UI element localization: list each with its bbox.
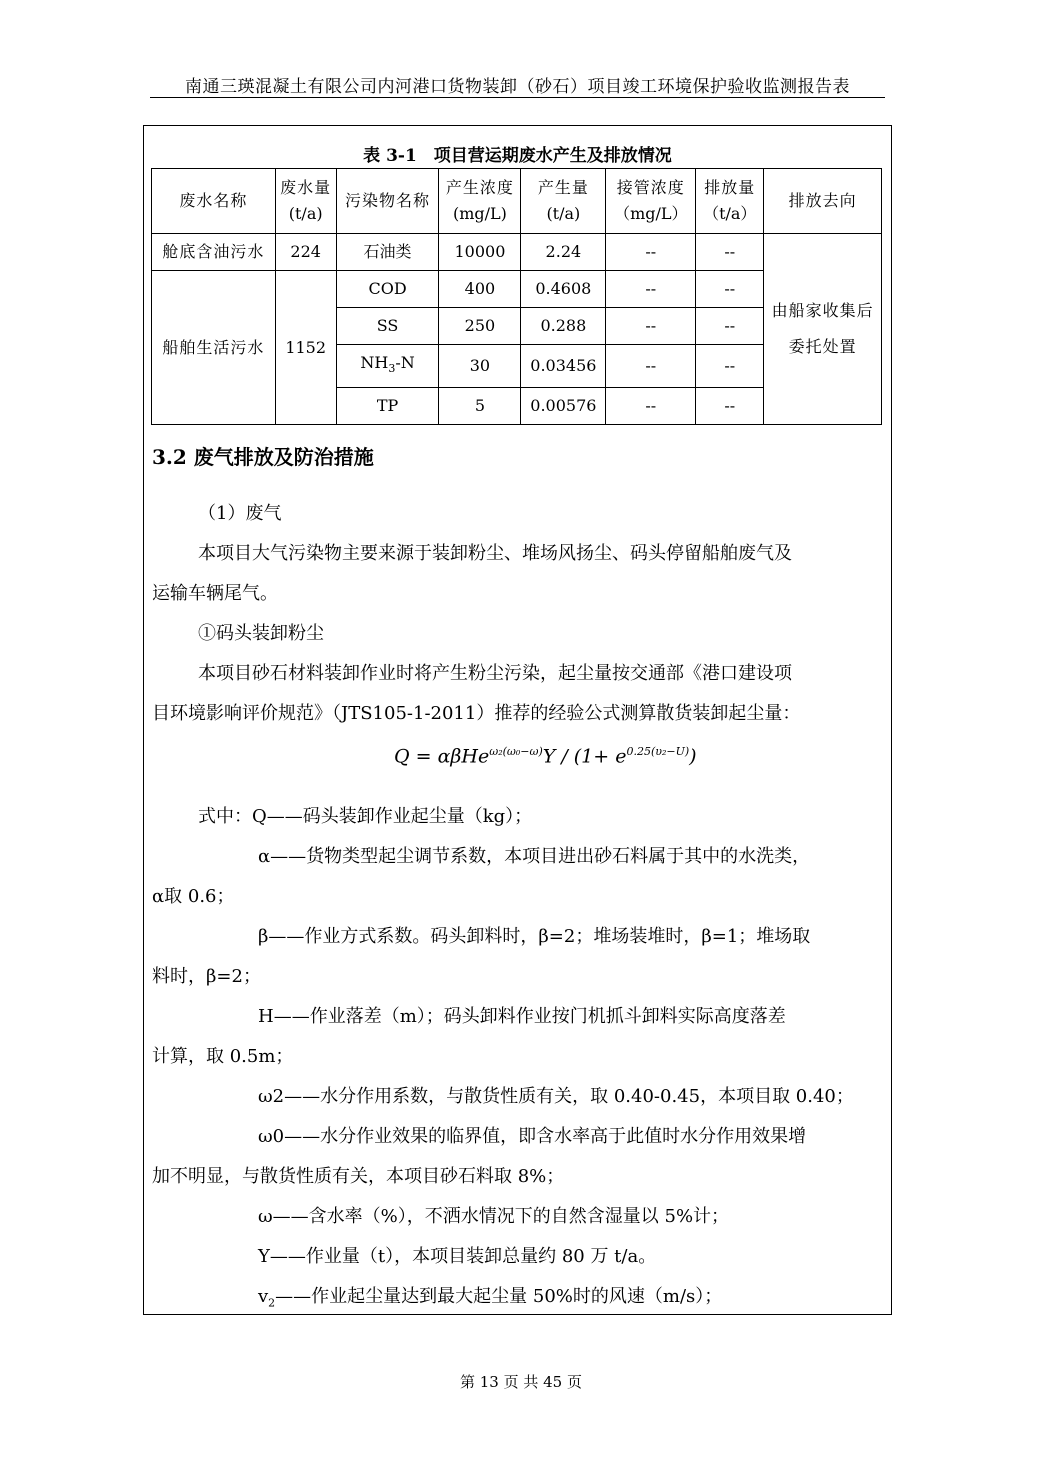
cell-discharge: -- <box>696 388 764 425</box>
cell-amount: 0.4608 <box>521 271 606 308</box>
cell-pipe: -- <box>606 388 696 425</box>
table-header-row <box>152 169 882 234</box>
paragraph: ①码头装卸粉尘 <box>198 623 324 644</box>
paragraph: ω2——水分作用系数，与散货性质有关，取 0.40-0.45，本项目取 0.40； <box>258 1086 854 1107</box>
cell-pollutant: SS <box>336 308 439 345</box>
cell-pollutant: $NH_3-N$ <box>336 345 439 388</box>
header-pollutant: 污染物名称 <box>336 169 439 234</box>
paragraph: β——作业方式系数。码头卸料时，β=2；堆场装堆时，β=1；堆场取 <box>258 926 811 947</box>
paragraph: 运输车辆尾气。 <box>152 583 278 604</box>
paragraph: Y——作业量（t），本项目装卸总量约 80 万 t/a。 <box>258 1246 657 1267</box>
cell-volume: 224 <box>275 234 336 271</box>
cell-pollutant: 石油类 <box>336 234 439 271</box>
header-discharge: 排放量 （t/a） <box>696 169 764 234</box>
cell-name: 舱底含油污水 <box>152 234 276 271</box>
paragraph: α取 0.6； <box>152 886 235 907</box>
section-heading: 3.2 废气排放及防治措施 <box>152 445 374 469</box>
paragraph: ω——含水率（%），不洒水情况下的自然含湿量以 5%计； <box>258 1206 730 1227</box>
cell-conc: 400 <box>439 271 521 308</box>
paragraph: 本项目大气污染物主要来源于装卸粉尘、堆场风扬尘、码头停留船舶废气及 <box>198 543 792 564</box>
cell-amount: 2.24 <box>521 234 606 271</box>
paragraph: $v_2——$作业起尘量达到最大起尘量 50%时的风速（m/s）； <box>258 1286 723 1310</box>
header-volume: 废水量 (t/a) <box>275 169 336 234</box>
paragraph: 本项目砂石材料装卸作业时将产生粉尘污染，起尘量按交通部《港口建设项 <box>198 663 792 684</box>
cell-amount: 0.03456 <box>521 345 606 388</box>
paragraph: ω0——水分作业效果的临界值，即含水率高于此值时水分作用效果增 <box>258 1126 807 1147</box>
paragraph: H——作业落差（m）；码头卸料作业按门机抓斗卸料实际高度落差 <box>258 1006 786 1027</box>
cell-pollutant: COD <box>336 271 439 308</box>
cell-volume: 1152 <box>275 271 336 425</box>
paragraph: 目环境影响评价规范》（JTS105-1-2011）推荐的经验公式测算散货装卸起尘量： <box>152 703 801 724</box>
cell-conc: 10000 <box>439 234 521 271</box>
paragraph: 计算，取 0.5m； <box>152 1046 294 1067</box>
cell-pipe: -- <box>606 345 696 388</box>
page-header: 南通三瑛混凝土有限公司内河港口货物装卸（砂石）项目竣工环境保护验收监测报告表 <box>185 77 850 97</box>
header-amount: 产生量 (t/a) <box>521 169 606 234</box>
page-footer: 第 13 页 共 45 页 <box>459 1373 582 1391</box>
dust-formula: $Q = \alpha\beta He^{\omega_2(\omega_0-\omega)}Y / (1+ e^{0.25(\upsilon_2-U)})$ <box>394 745 697 768</box>
cell-discharge: -- <box>696 345 764 388</box>
wastewater-table <box>151 168 882 425</box>
cell-discharge: -- <box>696 308 764 345</box>
header-rule <box>150 97 885 98</box>
cell-discharge: -- <box>696 234 764 271</box>
table-title: 表 3-1 项目营运期废水产生及排放情况 <box>363 146 672 166</box>
paragraph: 式中：Q——码头装卸作业起尘量（kg）； <box>198 806 533 827</box>
header-name: 废水名称 <box>152 169 276 234</box>
cell-conc: 30 <box>439 345 521 388</box>
cell-name: 船舶生活污水 <box>152 271 276 425</box>
cell-conc: 250 <box>439 308 521 345</box>
cell-pipe: -- <box>606 271 696 308</box>
header-conc: 产生浓度 (mg/L) <box>439 169 521 234</box>
cell-amount: 0.00576 <box>521 388 606 425</box>
paragraph: 料时，β=2； <box>152 966 261 987</box>
paragraph: α——货物类型起尘调节系数，本项目进出砂石料属于其中的水洗类， <box>258 846 811 867</box>
table-row <box>152 234 882 271</box>
cell-pollutant: TP <box>336 388 439 425</box>
paragraph: （1）废气 <box>198 503 282 524</box>
cell-discharge: -- <box>696 271 764 308</box>
paragraph: 加不明显，与散货性质有关，本项目砂石料取 8%； <box>152 1166 565 1187</box>
cell-conc: 5 <box>439 388 521 425</box>
cell-dest: 由船家收集后 委托处置 <box>764 234 882 425</box>
header-dest: 排放去向 <box>764 169 882 234</box>
header-pipe: 接管浓度 （mg/L） <box>606 169 696 234</box>
cell-amount: 0.288 <box>521 308 606 345</box>
cell-pipe: -- <box>606 234 696 271</box>
cell-pipe: -- <box>606 308 696 345</box>
